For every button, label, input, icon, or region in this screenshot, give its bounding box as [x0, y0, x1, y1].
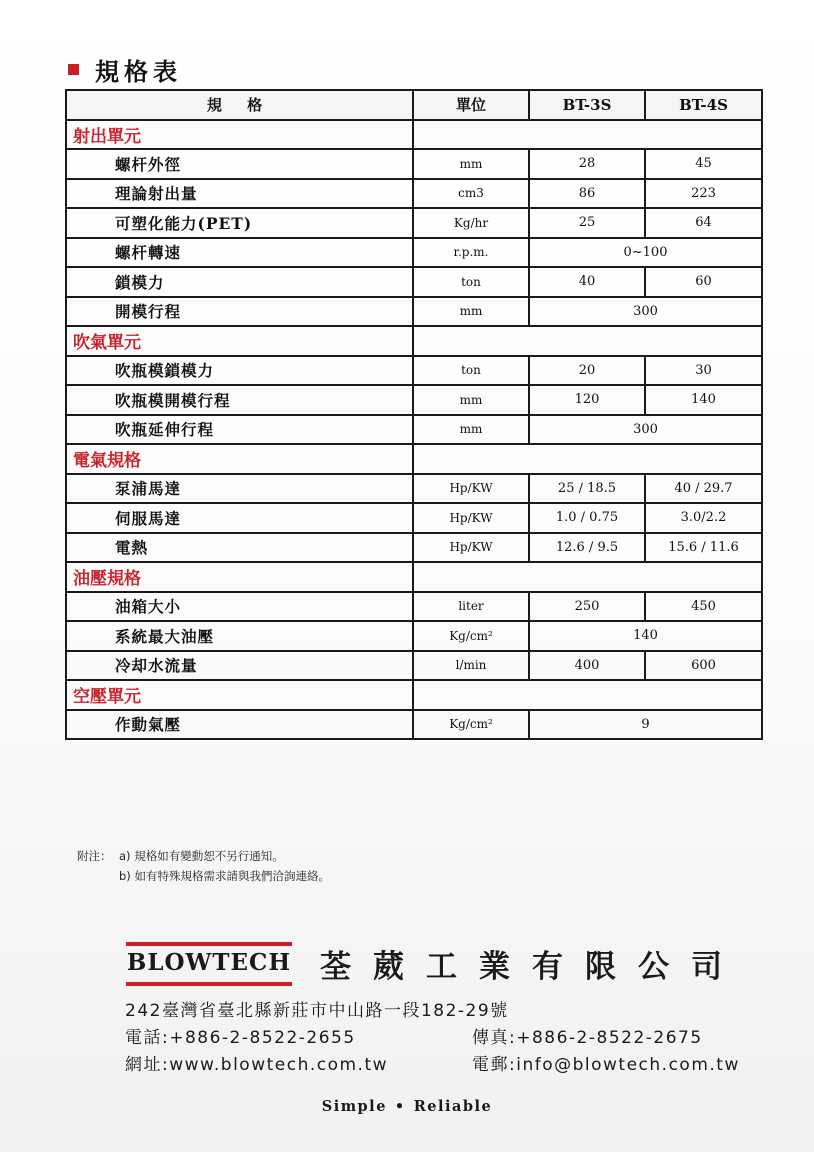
spec-value-bt4s: 450: [645, 592, 762, 622]
section-name: 射出單元: [66, 120, 413, 150]
page-title: 規格表: [95, 56, 182, 86]
table-row: [66, 415, 762, 445]
logo-bottom-bar: [126, 982, 292, 986]
notes: [77, 846, 330, 886]
spec-table-body: [66, 120, 762, 740]
section-row: [66, 444, 762, 474]
spec-item-name: 吹瓶模開模行程: [66, 385, 413, 415]
spec-value-bt3s: 86: [529, 179, 645, 209]
company-header: [126, 941, 744, 986]
spec-table: [65, 89, 763, 740]
title-bullet-icon: [68, 64, 79, 75]
section-blank-cell: [413, 562, 762, 592]
spec-value-bt4s: 40 / 29.7: [645, 474, 762, 504]
company-website: 網址:www.blowtech.com.tw: [125, 1055, 389, 1075]
table-row: [66, 710, 762, 740]
spec-value-merged: 300: [529, 297, 762, 327]
page-title-block: [68, 52, 182, 86]
slogan-dot: •: [394, 1098, 406, 1115]
table-row: [66, 651, 762, 681]
table-header-row: [66, 90, 762, 120]
spec-item-name: 作動氣壓: [66, 710, 413, 740]
spec-value-bt4s: 60: [645, 267, 762, 297]
spec-unit: Kg/hr: [413, 208, 529, 238]
table-row: [66, 149, 762, 179]
spec-item-name: 可塑化能力(PET): [66, 208, 413, 238]
table-row: [66, 621, 762, 651]
spec-value-bt3s: 250: [529, 592, 645, 622]
spec-value-bt3s: 400: [529, 651, 645, 681]
table-row: [66, 474, 762, 504]
company-email: 電郵:info@blowtech.com.tw: [472, 1055, 740, 1075]
spec-item-name: 電熱: [66, 533, 413, 563]
table-row: [66, 356, 762, 386]
section-name: 電氣規格: [66, 444, 413, 474]
note-a: a) 規格如有變動恕不另行通知。: [119, 849, 284, 863]
spec-unit: mm: [413, 297, 529, 327]
spec-value-merged: 9: [529, 710, 762, 740]
spec-value-merged: 300: [529, 415, 762, 445]
spec-value-merged: 0~100: [529, 238, 762, 268]
table-row: [66, 297, 762, 327]
spec-unit: r.p.m.: [413, 238, 529, 268]
header-unit: 單位: [413, 90, 529, 120]
table-row: [66, 179, 762, 209]
spec-item-name: 系統最大油壓: [66, 621, 413, 651]
spec-value-bt4s: 223: [645, 179, 762, 209]
spec-value-merged: 140: [529, 621, 762, 651]
table-row: [66, 592, 762, 622]
table-row: [66, 267, 762, 297]
section-blank-cell: [413, 120, 762, 150]
section-name: 空壓單元: [66, 680, 413, 710]
section-name: 油壓規格: [66, 562, 413, 592]
logo-text: BLOWTECH: [126, 948, 292, 976]
spec-item-name: 伺服馬達: [66, 503, 413, 533]
spec-value-bt3s: 12.6 / 9.5: [529, 533, 645, 563]
spec-item-name: 吹瓶模鎖模力: [66, 356, 413, 386]
spec-value-bt3s: 20: [529, 356, 645, 386]
section-row: [66, 120, 762, 150]
spec-value-bt4s: 45: [645, 149, 762, 179]
spec-unit: Hp/KW: [413, 503, 529, 533]
spec-unit: Hp/KW: [413, 533, 529, 563]
spec-item-name: 吹瓶延伸行程: [66, 415, 413, 445]
table-row: [66, 533, 762, 563]
spec-value-bt4s: 3.0/2.2: [645, 503, 762, 533]
logo-top-bar: [126, 942, 292, 946]
spec-item-name: 泵浦馬達: [66, 474, 413, 504]
spec-value-bt4s: 140: [645, 385, 762, 415]
section-row: [66, 326, 762, 356]
table-row: [66, 503, 762, 533]
spec-value-bt4s: 600: [645, 651, 762, 681]
spec-item-name: 冷却水流量: [66, 651, 413, 681]
spec-value-bt4s: 30: [645, 356, 762, 386]
spec-value-bt3s: 28: [529, 149, 645, 179]
spec-item-name: 開模行程: [66, 297, 413, 327]
section-row: [66, 680, 762, 710]
spec-unit: mm: [413, 149, 529, 179]
spec-unit: l/min: [413, 651, 529, 681]
spec-unit: Kg/cm²: [413, 621, 529, 651]
company-logo: [126, 942, 292, 986]
note-b: b) 如有特殊規格需求請與我們洽詢連絡。: [119, 869, 330, 883]
table-row: [66, 208, 762, 238]
spec-unit: Kg/cm²: [413, 710, 529, 740]
header-bt4s: BT-4S: [645, 90, 762, 120]
spec-unit: mm: [413, 385, 529, 415]
spec-item-name: 理論射出量: [66, 179, 413, 209]
slogan-simple: Simple: [321, 1098, 387, 1115]
section-row: [66, 562, 762, 592]
table-row: [66, 238, 762, 268]
spec-unit: ton: [413, 356, 529, 386]
spec-value-bt4s: 64: [645, 208, 762, 238]
company-phone: 電話:+886-2-8522-2655: [125, 1028, 356, 1048]
slogan-reliable: Reliable: [413, 1098, 493, 1115]
slogan: [0, 1098, 814, 1115]
section-blank-cell: [413, 326, 762, 356]
spec-item-name: 螺杆轉速: [66, 238, 413, 268]
company-address: 242臺灣省臺北縣新莊市中山路一段182-29號: [125, 1001, 509, 1021]
spec-value-bt3s: 25 / 18.5: [529, 474, 645, 504]
spec-value-bt3s: 1.0 / 0.75: [529, 503, 645, 533]
table-row: [66, 385, 762, 415]
section-blank-cell: [413, 680, 762, 710]
header-spec: 規 格: [66, 90, 413, 120]
spec-unit: mm: [413, 415, 529, 445]
spec-unit: liter: [413, 592, 529, 622]
spec-value-bt4s: 15.6 / 11.6: [645, 533, 762, 563]
spec-unit: ton: [413, 267, 529, 297]
header-bt3s: BT-3S: [529, 90, 645, 120]
spec-unit: cm3: [413, 179, 529, 209]
company-name-cn: 荃葳工業有限公司: [320, 949, 744, 985]
spec-item-name: 螺杆外徑: [66, 149, 413, 179]
section-blank-cell: [413, 444, 762, 474]
section-name: 吹氣單元: [66, 326, 413, 356]
company-fax: 傳真:+886-2-8522-2675: [472, 1028, 703, 1048]
spec-item-name: 鎖模力: [66, 267, 413, 297]
spec-value-bt3s: 120: [529, 385, 645, 415]
notes-label: 附注：: [77, 849, 112, 863]
spec-item-name: 油箱大小: [66, 592, 413, 622]
spec-unit: Hp/KW: [413, 474, 529, 504]
spec-value-bt3s: 40: [529, 267, 645, 297]
spec-value-bt3s: 25: [529, 208, 645, 238]
